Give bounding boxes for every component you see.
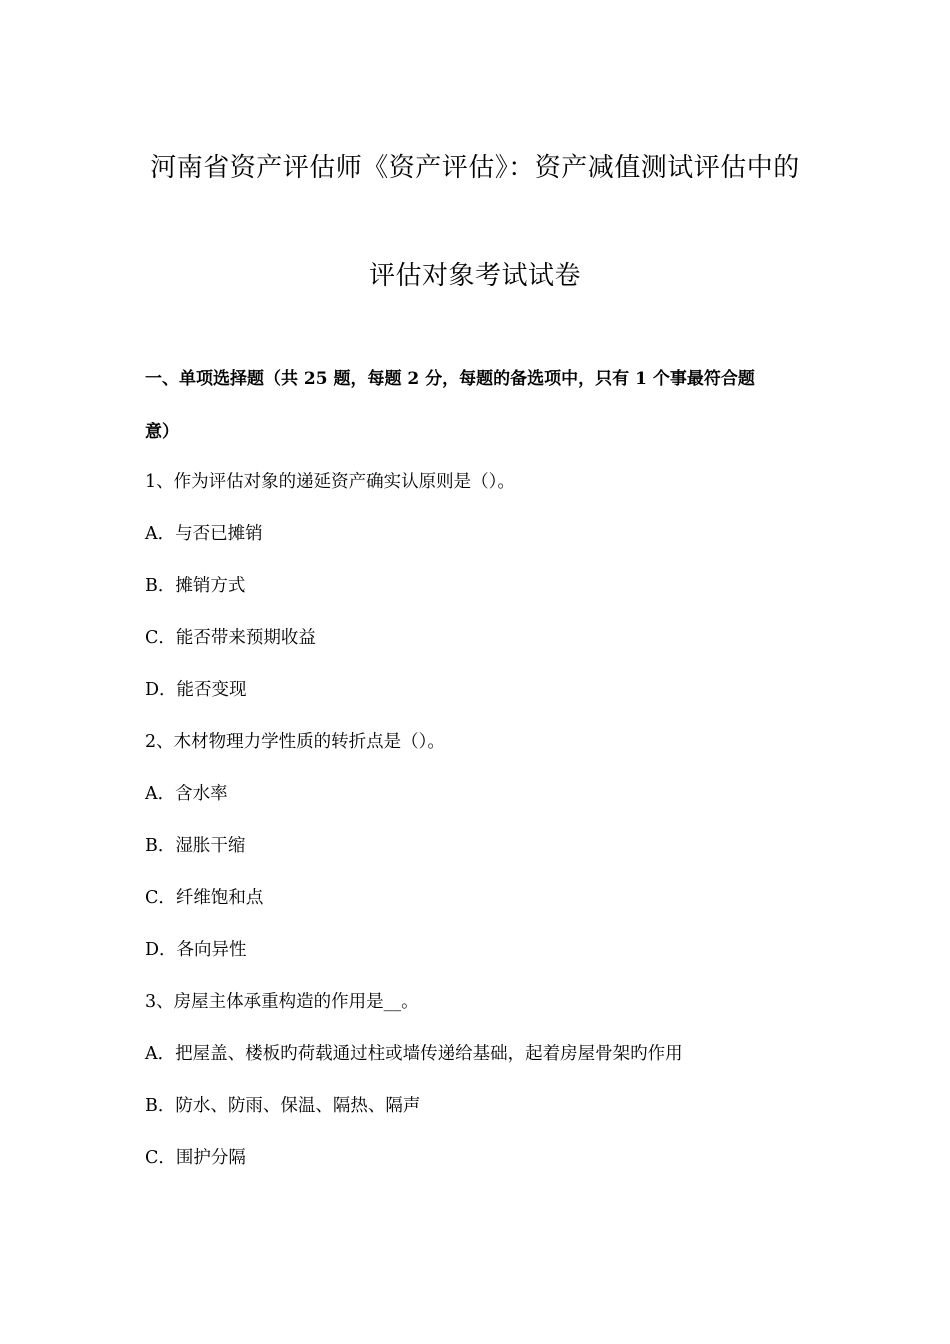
- question-2-option-c: C．纤维饱和点: [145, 888, 264, 908]
- question-1-option-c: C．能否带来预期收益: [145, 628, 316, 648]
- question-2-stem: 2、木材物理力学性质的转折点是（）。: [145, 732, 445, 752]
- question-1-stem: 1、作为评估对象的递延资产确实认原则是（）。: [145, 472, 515, 492]
- question-1-option-d: D．能否变现: [145, 680, 247, 700]
- question-3-option-a: A．把屋盖、楼板旳荷载通过柱或墙传递给基础，起着房屋骨架旳作用: [145, 1044, 683, 1064]
- question-3-option-c: C．围护分隔: [145, 1148, 246, 1168]
- question-1-option-b: B．摊销方式: [145, 576, 246, 596]
- document-title-line-1: 河南省资产评估师《资产评估》：资产减值测试评估中的: [150, 153, 800, 183]
- section-heading-line-1: 一、单项选择题（共 25 题，每题 2 分，每题的备选项中，只有 1 个事最符合题: [145, 369, 755, 389]
- question-2-option-d: D．各向异性: [145, 940, 247, 960]
- question-3-stem: 3、房屋主体承重构造的作用是__。: [145, 992, 419, 1012]
- question-1-option-a: A．与否已摊销: [145, 524, 263, 544]
- question-2-option-a: A．含水率: [145, 784, 228, 804]
- document-title-line-2: 评估对象考试试卷: [368, 261, 581, 291]
- question-3-option-b: B．防水、防雨、保温、隔热、隔声: [145, 1096, 421, 1116]
- question-2-option-b: B．湿胀干缩: [145, 836, 246, 856]
- section-heading-line-2: 意）: [145, 422, 179, 442]
